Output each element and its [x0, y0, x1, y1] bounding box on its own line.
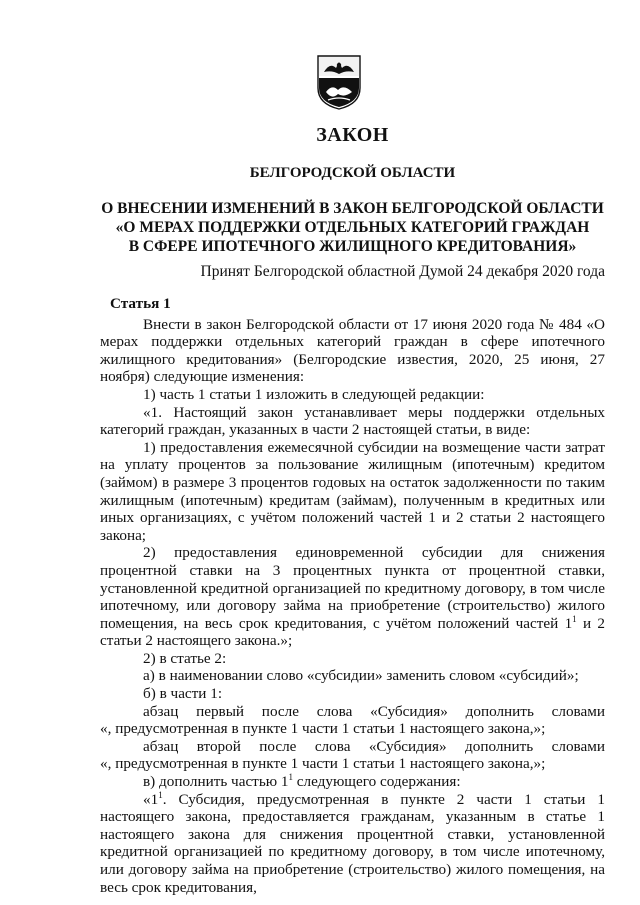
paragraph: б) в части 1:: [143, 685, 223, 703]
paragraph: [100, 791, 605, 897]
paragraph: абзац первый после слова «Субсидия» дополнить словами: [143, 702, 605, 720]
adoption-note: Принят Белгородской областной Думой 24 декабря 2020 года: [200, 263, 605, 280]
article-heading: Статья 1: [110, 295, 171, 312]
paragraph-text: и 2 статьи 2 настоящего закона.»;: [100, 614, 605, 650]
paragraph-text: в) дополнить частью 1: [143, 773, 289, 791]
paragraph: «, предусмотренная в пункте 1 части 1 статьи 1 настоящего закона,»;: [100, 720, 546, 738]
subject-line-1: О ВНЕСЕНИИ ИЗМЕНЕНИЙ В ЗАКОН БЕЛГОРОДСКОЙ ОБЛАСТИ: [101, 200, 604, 217]
paragraph-text: «1: [143, 790, 159, 808]
superscript: 1: [572, 613, 577, 624]
document-title: ЗАКОН: [316, 124, 389, 146]
paragraph: [100, 773, 605, 791]
paragraph: 1) часть 1 статьи 1 изложить в следующей редакции:: [143, 385, 485, 403]
subject-line-3: В СФЕРЕ ИПОТЕЧНОГО ЖИЛИЩНОГО КРЕДИТОВАНИЯ»: [128, 238, 577, 255]
superscript: 1: [158, 789, 163, 800]
paragraph-text: 2) предоставления единовременной субсидии для снижения процентной ставки на 3 процентных пункта от процентной ставки, установленной кредитной организацией по кредитному договору, в том числе ипотечному, или договору займа на приобретение (строительство) жилого помещения, на весь срок кредитования, с учётом положений частей 1: [100, 544, 605, 632]
paragraph: абзац второй после слова «Субсидия» дополнить словами: [143, 737, 605, 755]
law-subject-heading: [100, 199, 605, 256]
paragraph: а) в наименовании слово «субсидии» заменить словом «субсидий»;: [143, 667, 579, 685]
document-region: БЕЛГОРОДСКОЙ ОБЛАСТИ: [249, 165, 456, 181]
paragraph: 2) в статье 2:: [143, 649, 227, 667]
law-body: [100, 295, 605, 896]
paragraph: «1. Настоящий закон устанавливает меры поддержки отдельных категорий граждан, указанных в части 2 настоящей статьи, в виде:: [100, 403, 605, 439]
paragraph-text: . Субсидия, предусмотренная в пункте 2 части 1 статьи 1 настоящего закона, предоставляется гражданам, указанным в статье 1 настоящего закона для снижения процентной ставки, установленной кредитной организацией по кредитному договору, в том числе ипотечному, или договору займа на приобретение (строительство) жилого помещения, на весь срок кредитования,: [100, 790, 605, 896]
paragraph: [100, 544, 605, 650]
coat-of-arms-emblem: [316, 54, 362, 110]
paragraph-text: следующего содержания:: [292, 773, 461, 791]
paragraph: «, предусмотренная в пункте 1 части 1 статьи 1 настоящего закона,»;: [100, 755, 546, 773]
superscript: 1: [288, 771, 293, 782]
subject-line-2: «О МЕРАХ ПОДДЕРЖКИ ОТДЕЛЬНЫХ КАТЕГОРИЙ ГРАЖДАН: [115, 219, 590, 236]
paragraph: 1) предоставления ежемесячной субсидии на возмещение части затрат на уплату процентов за пользование жилищным (ипотечным) кредитом (займом) в размере 3 процентов годовых на остаток задолженности по таким жилищным (ипотечным) кредитам (займам), полученным в кредитных или иных организациях, с учётом положений частей 1 и 2 статьи 2 настоящего закона;: [100, 438, 605, 544]
paragraph: Внести в закон Белгородской области от 17 июня 2020 года № 484 «О мерах поддержки отдельных категорий граждан в сфере ипотечного жилищного кредитования» (Белгородские известия, 2020, 25 июня, 27 ноября) следующие изменения:: [100, 315, 605, 386]
